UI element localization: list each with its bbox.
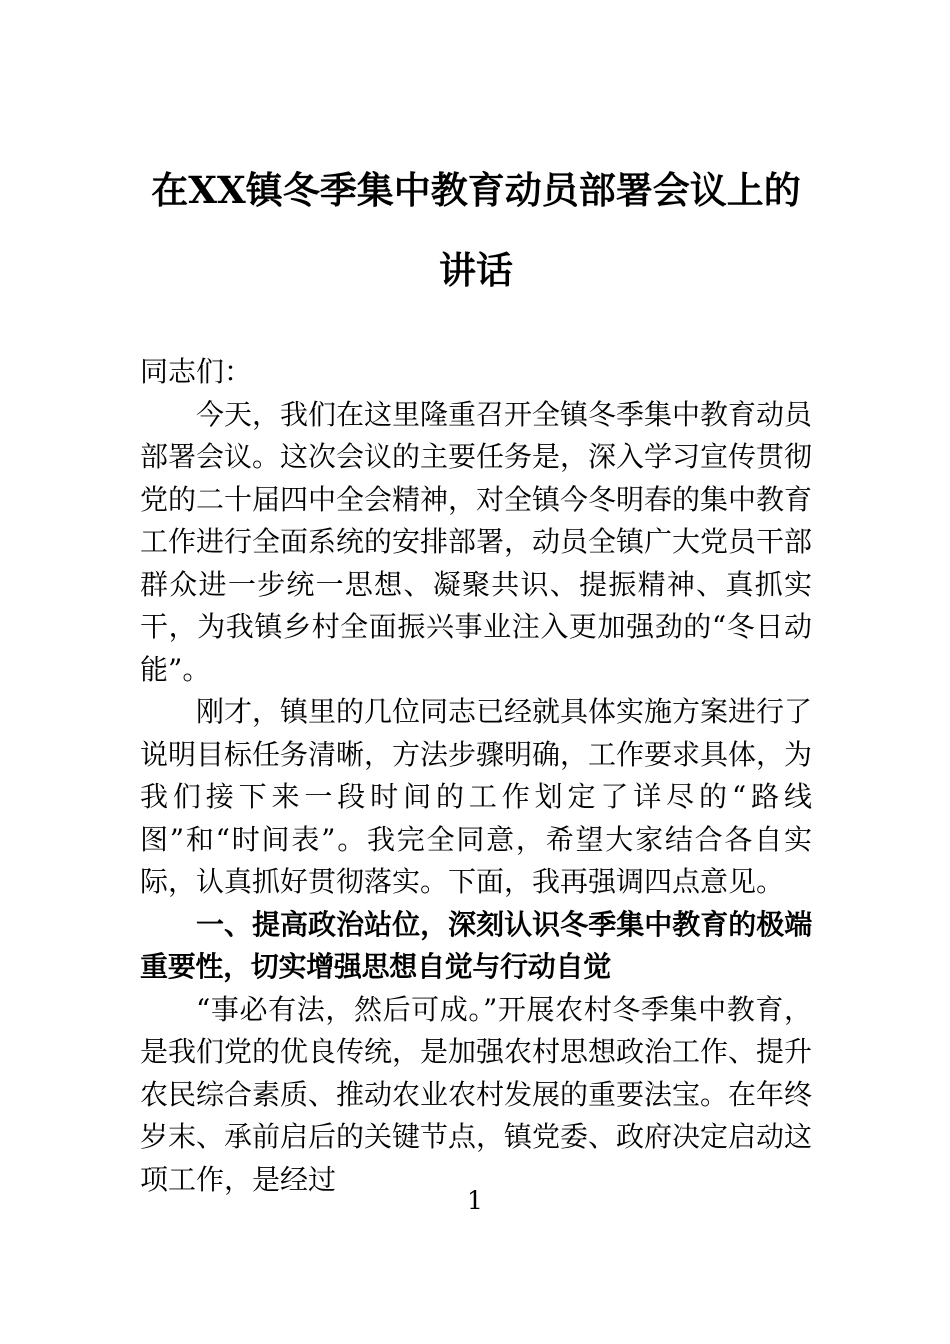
section-heading-1: 一、提高政治站位，深刻认识冬季集中教育的极端重要性，切实增强思想自觉与行动自觉 (140, 907, 812, 983)
page-number: 1 (467, 1186, 483, 1215)
body-paragraph-2: 刚才，镇里的几位同志已经就具体实施方案进行了说明目标任务清晰，方法步骤明确，工作要求具体，为我们接下来一段时间的工作划定了详尽的“路线图”和“时间表”。我完全同意，希望大家结合各自实际，认真抓好贯彻落实。下面，我再强调四点意见。 (140, 695, 813, 898)
document-content (140, 0, 812, 1201)
section-paragraph-1: “事必有法，然后可成。”开展农村冬季集中教育，是我们党的优良传统，是加强农村思想政治工作、提升农民综合素质、推动农业农村发展的重要法宝。在年终岁末、承前启后的关键节点，镇党委、政府决定启动这项工作，是经过 (140, 992, 813, 1196)
document-title: 在XX镇冬季集中教育动员部署会议上的讲话 (151, 168, 801, 292)
body-paragraph-1: 今天，我们在这里隆重召开全镇冬季集中教育动员部署会议。这次会议的主要任务是，深入学习宣传贯彻党的二十届四中全会精神，对全镇今冬明春的集中教育工作进行全面系统的安排部署，动员全镇广大党员干部群众进一步统一思想、凝聚共识、提振精神、真抓实干，为我镇乡村全面振兴事业注入更加强劲的“冬日动能”。 (140, 397, 813, 686)
salutation: 同志们： (140, 355, 253, 388)
